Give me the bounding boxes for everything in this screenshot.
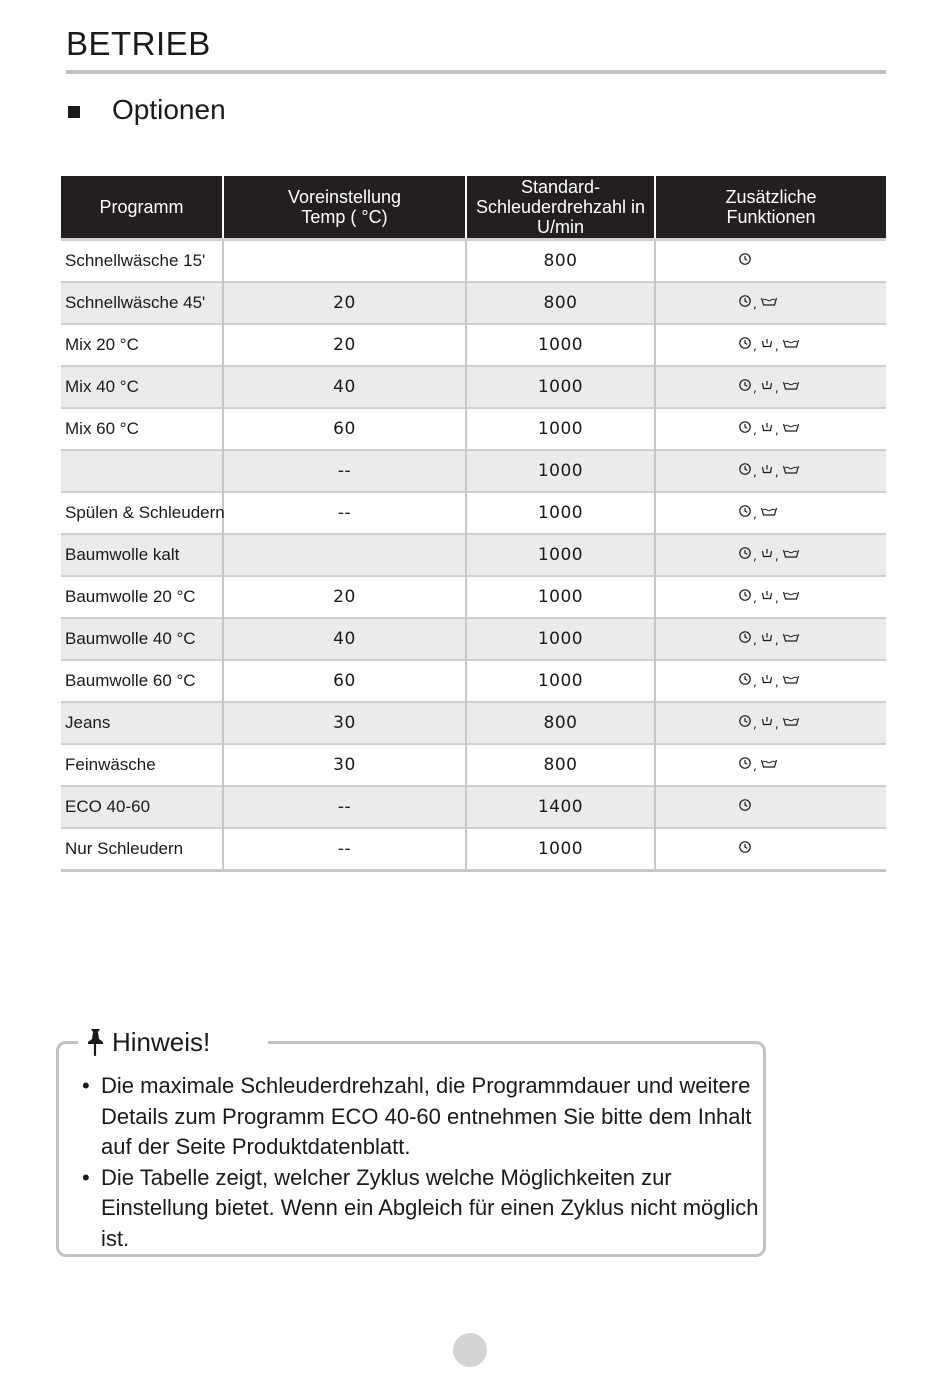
cup-icon bbox=[760, 378, 774, 392]
column-header-line: U/min bbox=[536, 217, 584, 237]
icon-separator: , bbox=[774, 549, 779, 563]
clock-icon bbox=[738, 378, 752, 392]
functions-cell bbox=[655, 492, 886, 534]
pushpin-icon bbox=[84, 1027, 106, 1057]
column-header-line: Temp ( °C) bbox=[301, 207, 388, 227]
section-heading bbox=[68, 90, 226, 130]
temp-cell: 20 bbox=[223, 282, 466, 324]
functions-cell bbox=[655, 786, 886, 828]
icon-separator: , bbox=[753, 297, 757, 311]
speed-cell: 800 bbox=[466, 282, 655, 324]
temp-cell: 30 bbox=[223, 744, 466, 786]
icon-separator: , bbox=[753, 423, 757, 437]
table-row bbox=[61, 366, 886, 408]
table-row bbox=[61, 618, 886, 660]
icon-separator: , bbox=[774, 675, 779, 689]
note-list bbox=[82, 1071, 762, 1254]
speed-cell: 1000 bbox=[466, 576, 655, 618]
icon-separator: , bbox=[753, 759, 757, 773]
icon-separator: , bbox=[774, 423, 779, 437]
clock-icon bbox=[738, 756, 752, 770]
temp-cell: 40 bbox=[223, 366, 466, 408]
table-row bbox=[61, 534, 886, 576]
temp-cell: 40 bbox=[223, 618, 466, 660]
basin-icon bbox=[760, 504, 778, 518]
program-cell: Schnellwäsche 45' bbox=[61, 282, 223, 324]
temp-cell: 60 bbox=[223, 408, 466, 450]
speed-cell: 1000 bbox=[466, 408, 655, 450]
functions-cell bbox=[655, 240, 886, 283]
column-header bbox=[466, 176, 655, 240]
speed-cell: 1000 bbox=[466, 492, 655, 534]
table-row bbox=[61, 744, 886, 786]
clock-icon bbox=[738, 336, 752, 350]
cup-icon bbox=[760, 336, 774, 350]
functions-cell bbox=[655, 744, 886, 786]
square-bullet-icon bbox=[68, 106, 80, 118]
table-row bbox=[61, 786, 886, 828]
program-cell: Mix 60 °C bbox=[61, 408, 223, 450]
cup-icon bbox=[760, 630, 774, 644]
functions-cell bbox=[655, 408, 886, 450]
table-row bbox=[61, 702, 886, 744]
clock-icon bbox=[738, 252, 752, 266]
basin-icon bbox=[782, 588, 800, 602]
program-cell: ECO 40-60 bbox=[61, 786, 223, 828]
table-row bbox=[61, 828, 886, 871]
temp-cell: -- bbox=[223, 828, 466, 871]
cup-icon bbox=[760, 546, 774, 560]
functions-cell bbox=[655, 534, 886, 576]
column-header bbox=[223, 176, 466, 240]
icon-separator: , bbox=[753, 591, 757, 605]
program-cell: Nur Schleudern bbox=[61, 828, 223, 871]
functions-cell bbox=[655, 282, 886, 324]
icon-separator: , bbox=[753, 339, 757, 353]
temp-cell bbox=[223, 240, 466, 283]
basin-icon bbox=[782, 420, 800, 434]
speed-cell: 800 bbox=[466, 240, 655, 283]
table-row bbox=[61, 324, 886, 366]
table-row bbox=[61, 492, 886, 534]
note-title-text: Hinweis! bbox=[112, 1026, 211, 1057]
temp-cell: -- bbox=[223, 492, 466, 534]
speed-cell: 1000 bbox=[466, 660, 655, 702]
speed-cell: 1000 bbox=[466, 366, 655, 408]
table-body bbox=[61, 240, 886, 871]
basin-icon bbox=[782, 672, 800, 686]
speed-cell: 1000 bbox=[466, 450, 655, 492]
icon-separator: , bbox=[753, 549, 757, 563]
clock-icon bbox=[738, 672, 752, 686]
column-header-line: Standard- bbox=[520, 177, 601, 197]
icon-separator: , bbox=[774, 633, 779, 647]
speed-cell: 1000 bbox=[466, 324, 655, 366]
icon-separator: , bbox=[774, 717, 779, 731]
clock-icon bbox=[738, 546, 752, 560]
basin-icon bbox=[760, 756, 778, 770]
table-row bbox=[61, 282, 886, 324]
speed-cell: 800 bbox=[466, 702, 655, 744]
speed-cell: 1000 bbox=[466, 534, 655, 576]
program-cell: Feinwäsche bbox=[61, 744, 223, 786]
page-title: BETRIEB bbox=[66, 25, 211, 62]
icon-separator: , bbox=[753, 507, 757, 521]
basin-icon bbox=[782, 714, 800, 728]
temp-cell: 30 bbox=[223, 702, 466, 744]
title-divider bbox=[66, 70, 886, 74]
functions-cell bbox=[655, 324, 886, 366]
functions-cell bbox=[655, 828, 886, 871]
temp-cell: 60 bbox=[223, 660, 466, 702]
column-header-line: Schleuderdrehzahl in bbox=[475, 197, 646, 217]
functions-cell bbox=[655, 660, 886, 702]
basin-icon bbox=[760, 294, 778, 308]
program-cell: Baumwolle 40 °C bbox=[61, 618, 223, 660]
program-cell: Spülen & Schleudern bbox=[61, 492, 223, 534]
clock-icon bbox=[738, 294, 752, 308]
icon-separator: , bbox=[774, 339, 779, 353]
icon-separator: , bbox=[774, 591, 779, 605]
icon-separator: , bbox=[774, 381, 779, 395]
clock-icon bbox=[738, 798, 752, 812]
speed-cell: 1000 bbox=[466, 618, 655, 660]
clock-icon bbox=[738, 714, 752, 728]
program-cell: Jeans bbox=[61, 702, 223, 744]
table-row bbox=[61, 450, 886, 492]
program-cell bbox=[61, 450, 223, 492]
table-row bbox=[61, 240, 886, 283]
clock-icon bbox=[738, 840, 752, 854]
cup-icon bbox=[760, 588, 774, 602]
basin-icon bbox=[782, 630, 800, 644]
speed-cell: 800 bbox=[466, 744, 655, 786]
column-header-line: Voreinstellung bbox=[287, 187, 402, 207]
table-header-row bbox=[61, 176, 886, 240]
icon-separator: , bbox=[753, 465, 757, 479]
cup-icon bbox=[760, 672, 774, 686]
table-row bbox=[61, 408, 886, 450]
functions-cell bbox=[655, 366, 886, 408]
icon-separator: , bbox=[753, 675, 757, 689]
clock-icon bbox=[738, 504, 752, 518]
basin-icon bbox=[782, 462, 800, 476]
section-heading-text: Optionen bbox=[112, 94, 226, 125]
note-item: • Die Tabelle zeigt, welcher Zyklus welche Möglichkeiten zur Einstellung bietet. Wenn ein Abgleich für einen Zyklus nicht möglich ist. bbox=[82, 1163, 762, 1255]
icon-separator: , bbox=[774, 465, 779, 479]
program-cell: Baumwolle 60 °C bbox=[61, 660, 223, 702]
clock-icon bbox=[738, 630, 752, 644]
column-header bbox=[655, 176, 886, 240]
column-header-line: Zusätzliche bbox=[725, 187, 817, 207]
note-title bbox=[78, 1022, 268, 1062]
basin-icon bbox=[782, 546, 800, 560]
program-cell: Schnellwäsche 15' bbox=[61, 240, 223, 283]
basin-icon bbox=[782, 336, 800, 350]
cup-icon bbox=[760, 714, 774, 728]
speed-cell: 1000 bbox=[466, 828, 655, 871]
basin-icon bbox=[782, 378, 800, 392]
column-header-line: Funktionen bbox=[726, 207, 816, 227]
functions-cell bbox=[655, 450, 886, 492]
program-cell: Baumwolle 20 °C bbox=[61, 576, 223, 618]
functions-cell bbox=[655, 618, 886, 660]
icon-separator: , bbox=[753, 633, 757, 647]
temp-cell: 20 bbox=[223, 324, 466, 366]
program-cell: Mix 20 °C bbox=[61, 324, 223, 366]
clock-icon bbox=[738, 588, 752, 602]
speed-cell: 1400 bbox=[466, 786, 655, 828]
functions-cell bbox=[655, 576, 886, 618]
functions-cell bbox=[655, 702, 886, 744]
temp-cell: 20 bbox=[223, 576, 466, 618]
cup-icon bbox=[760, 420, 774, 434]
note-item: • Die maximale Schleuderdrehzahl, die Programmdauer und weitere Details zum Programm ECO 40-60 entnehmen Sie bitte dem Inhalt auf der Seite Produktdatenblatt. bbox=[82, 1071, 762, 1163]
clock-icon bbox=[738, 420, 752, 434]
table-row bbox=[61, 660, 886, 702]
temp-cell: -- bbox=[223, 450, 466, 492]
clock-icon bbox=[738, 462, 752, 476]
temp-cell: -- bbox=[223, 786, 466, 828]
icon-separator: , bbox=[753, 381, 757, 395]
icon-separator: , bbox=[753, 717, 757, 731]
column-header bbox=[61, 176, 223, 240]
program-cell: Mix 40 °C bbox=[61, 366, 223, 408]
column-header-line: Programm bbox=[99, 197, 184, 217]
cup-icon bbox=[760, 462, 774, 476]
program-cell: Baumwolle kalt bbox=[61, 534, 223, 576]
page-number-dot bbox=[453, 1333, 487, 1367]
table-row bbox=[61, 576, 886, 618]
temp-cell bbox=[223, 534, 466, 576]
options-table bbox=[61, 176, 886, 872]
